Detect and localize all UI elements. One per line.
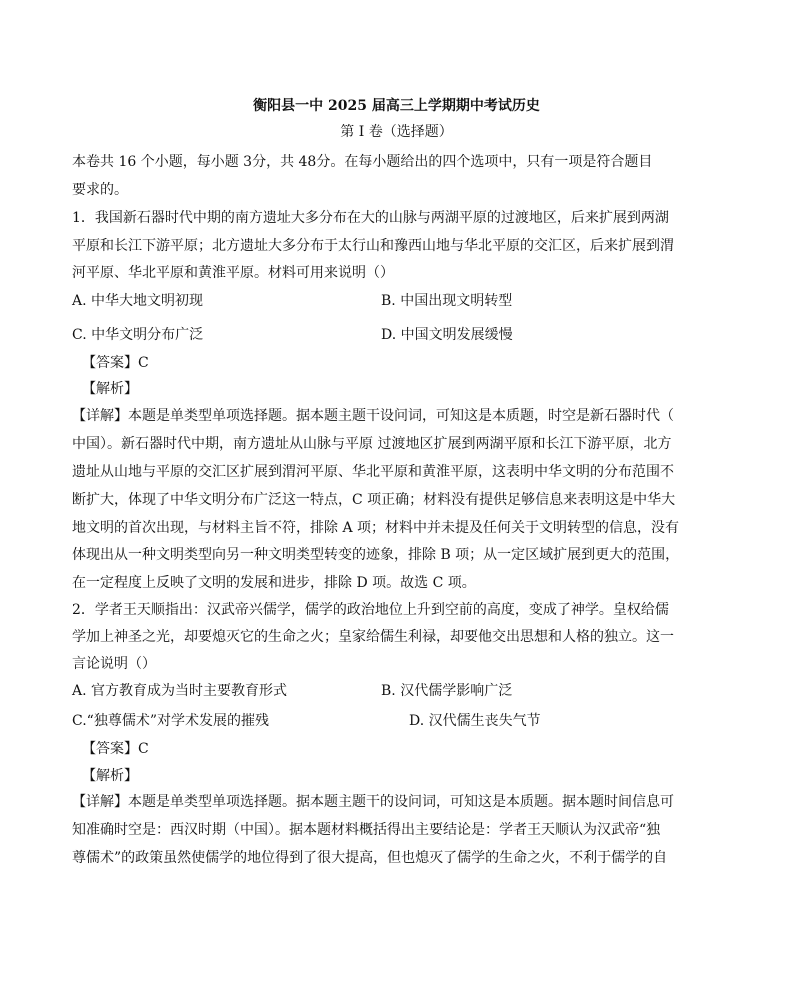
question-2-stem-line: 言论说明（）	[72, 656, 156, 672]
instructions-line: 要求的。	[72, 182, 128, 198]
question-1-option-d: D. 中国文明发展缓慢	[381, 327, 513, 343]
question-1-stem-line: 河平原、华北平原和黄淮平原。材料可用来说明（）	[72, 265, 394, 281]
question-2-option-a: A. 官方教育成为当时主要教育形式	[72, 683, 288, 699]
section-heading: 第 I 卷（选择题）	[340, 124, 453, 140]
question-1-option-b: B. 中国出现文明转型	[381, 293, 513, 309]
question-1-stem-line: 平原和长江下游平原；北方遗址大多分布于太行山和豫西山地与华北平原的交汇区，后来扩展到渭	[72, 238, 674, 254]
question-2-detail-line: 【详解】本题是单类型单项选择题。据本题主题干的设问词，可知这是本质题。据本题时间信息可	[72, 794, 674, 810]
question-1-option-c: C. 中华文明分布广泛	[72, 327, 204, 343]
question-1-detail-line: 中国）。新石器时代中期，南方遗址从山脉与平原 过渡地区扩展到两湖平原和长江下游平原，北方	[72, 436, 672, 452]
instructions-line: 本卷共 16 个小题，每小题 3分，共 48分。在每小题给出的四个选项中，只有一项是符合题目	[72, 154, 653, 170]
exam-title: 衡阳县一中 2025 届高三上学期期中考试历史	[253, 98, 540, 114]
question-1-detail-line: 地文明的首次出现，与材料主旨不符，排除 A 项；材料中并未提及任何关于文明转型的信息，没有	[72, 520, 680, 536]
question-1-stem-line: 1．我国新石器时代中期的南方遗址大多分布在大的山脉与两湖平原的过渡地区，后来扩展到两湖	[72, 210, 669, 226]
question-2-detail-line: 知准确时空是：西汉时期（中国）。据本题材料概括得出主要结论是：学者王天顺认为汉武帝“独	[72, 822, 661, 838]
question-1-detail-line: 【详解】本题是单类型单项选择题。据本题主题干设问词，可知这是本质题，时空是新石器时代（	[72, 408, 674, 424]
question-1-detail-line: 断扩大，体现了中华文明分布广泛这一特点，C 项正确；材料没有提供足够信息来表明这是中华大	[72, 492, 676, 508]
question-2-stem-line: 2．学者王天顺指出：汉武帝兴儒学，儒学的政治地位上升到空前的高度，变成了神学。皇权给儒	[72, 602, 669, 618]
question-1-detail-line: 遗址从山地与平原的交汇区扩展到渭河平原、华北平原和黄淮平原，这表明中华文明的分布范围不	[72, 464, 674, 480]
question-1-answer: 【答案】C	[82, 355, 149, 371]
question-2-detail-line: 尊儒术”的政策虽然使儒学的地位得到了很大提高，但也熄灭了儒学的生命之火，不利于儒学的自	[72, 850, 668, 866]
question-1-detail-line: 在一定程度上反映了文明的发展和进步，排除 D 项。故选 C 项。	[72, 575, 476, 591]
question-2-option-c: C.“独尊儒术”对学术发展的摧残	[72, 713, 269, 729]
question-1-detail-line: 体现出从一种文明类型向另一种文明类型转变的迹象，排除 B 项；从一定区域扩展到更大的范围，	[72, 547, 680, 563]
question-2-answer: 【答案】C	[82, 741, 149, 757]
question-2-option-d: D. 汉代儒生丧失气节	[409, 713, 541, 729]
question-1-option-a: A. 中华大地文明初现	[72, 293, 204, 309]
question-2-stem-line: 学加上神圣之光，却要熄灭它的生命之火；皇家给儒生利禄，却要他交出思想和人格的独立。这一	[72, 629, 674, 645]
question-2-analysis-label: 【解析】	[82, 768, 138, 784]
question-1-analysis-label: 【解析】	[82, 381, 138, 397]
question-2-option-b: B. 汉代儒学影响广泛	[381, 683, 513, 699]
